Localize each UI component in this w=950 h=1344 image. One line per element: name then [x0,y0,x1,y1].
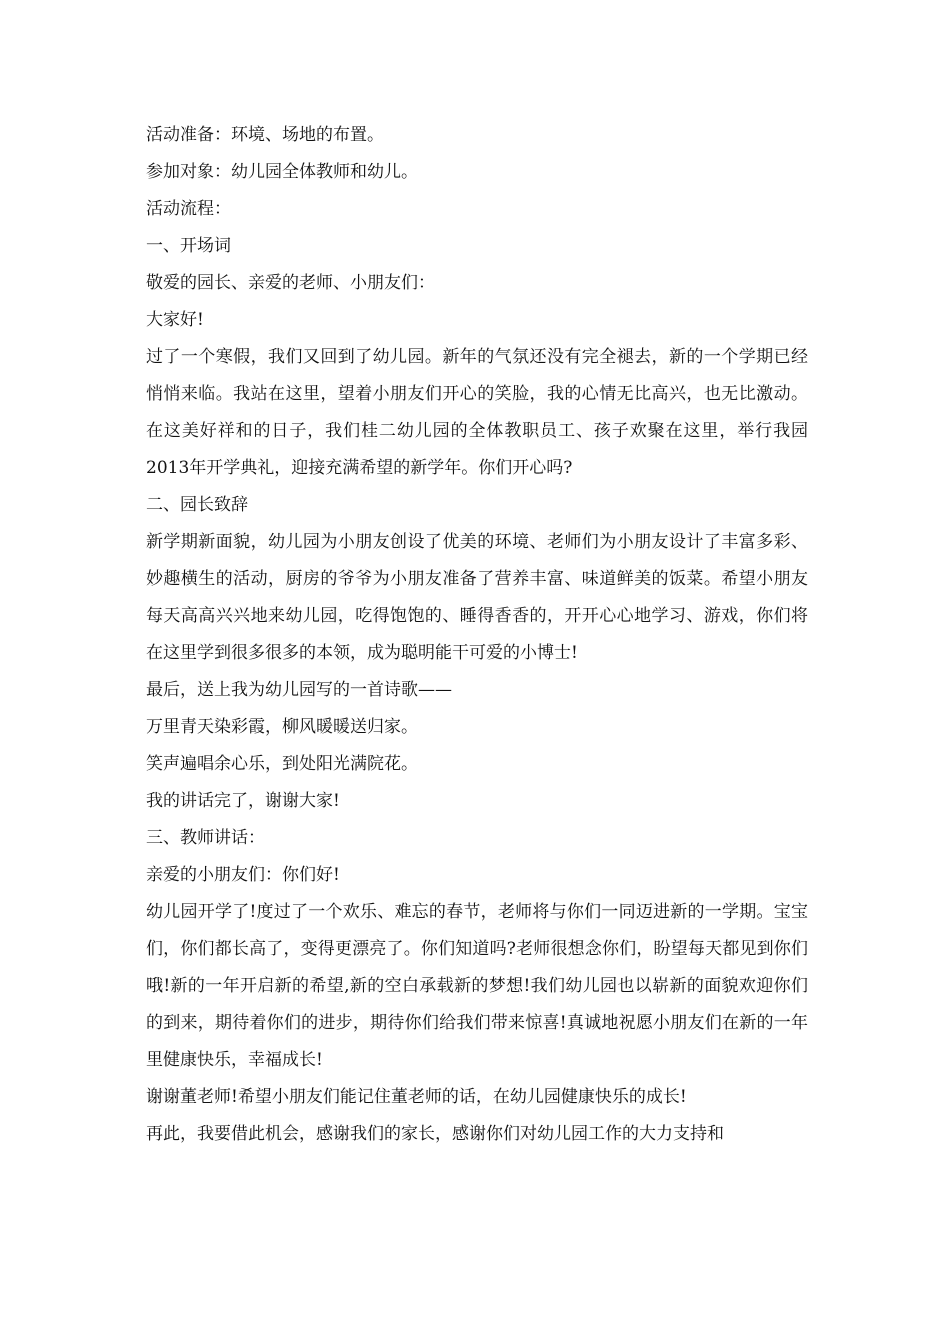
preparation-line: 活动准备：环境、场地的布置。 [146,125,384,145]
participants-line: 参加对象：幼儿园全体教师和幼儿。 [146,162,418,182]
process-heading: 活动流程： [146,199,231,219]
principal-paragraph: 新学期新面貌，幼儿园为小朋友创设了优美的环境、老师们为小朋友设计了丰富多彩、妙趣横生的活动，厨房的爷爷为小朋友准备了营养丰富、味道鲜美的饭菜。希望小朋友每天高高兴兴地来幼儿园，吃得饱饱的、睡得香香的，开开心心地学习、游戏，你们将在这里学到很多很多的本领，成为聪明能干可爱的小博士! [146,532,808,663]
teacher-greeting-line: 亲爱的小朋友们：你们好! [146,865,340,885]
document-page [146,117,808,1153]
closing-line: 我的讲话完了，谢谢大家! [146,791,340,811]
final-line: 再此，我要借此机会，感谢我们的家长，感谢你们对幼儿园工作的大力支持和 [146,1124,724,1144]
opening-paragraph: 过了一个寒假，我们又回到了幼儿园。新年的气氛还没有完全褪去，新的一个学期已经悄悄来临。我站在这里，望着小朋友们开心的笑脸，我的心情无比高兴，也无比激动。在这美好祥和的日子，我们桂二幼儿园的全体教职员工、孩子欢聚在这里，举行我园2013年开学典礼，迎接充满希望的新学年。你们开心吗? [146,347,808,478]
poem-line-2: 笑声遍唱余心乐，到处阳光满院花。 [146,754,418,774]
section-heading-opening: 一、开场词 [146,236,231,256]
poem-line-1: 万里青天染彩霞，柳风暖暖送归家。 [146,717,418,737]
salutation-line: 敬爱的园长、亲爱的老师、小朋友们： [146,273,435,293]
section-heading-principal: 二、园长致辞 [146,495,248,515]
greeting-line: 大家好! [146,310,204,330]
section-heading-teacher: 三、教师讲话： [146,828,265,848]
poem-intro-line: 最后，送上我为幼儿园写的一首诗歌—— [146,680,452,700]
teacher-paragraph: 幼儿园开学了!度过了一个欢乐、难忘的春节，老师将与你们一同迈进新的一学期。宝宝们，你们都长高了，变得更漂亮了。你们知道吗?老师很想念你们，盼望每天都见到你们哦!新的一年开启新的希望,新的空白承载新的梦想!我们幼儿园也以崭新的面貌欢迎你们的到来，期待着你们的进步，期待你们给我们带来惊喜!真诚地祝愿小朋友们在新的一年里健康快乐，幸福成长! [146,902,808,1070]
thanks-line: 谢谢董老师!希望小朋友们能记住董老师的话，在幼儿园健康快乐的成长! [146,1087,687,1107]
